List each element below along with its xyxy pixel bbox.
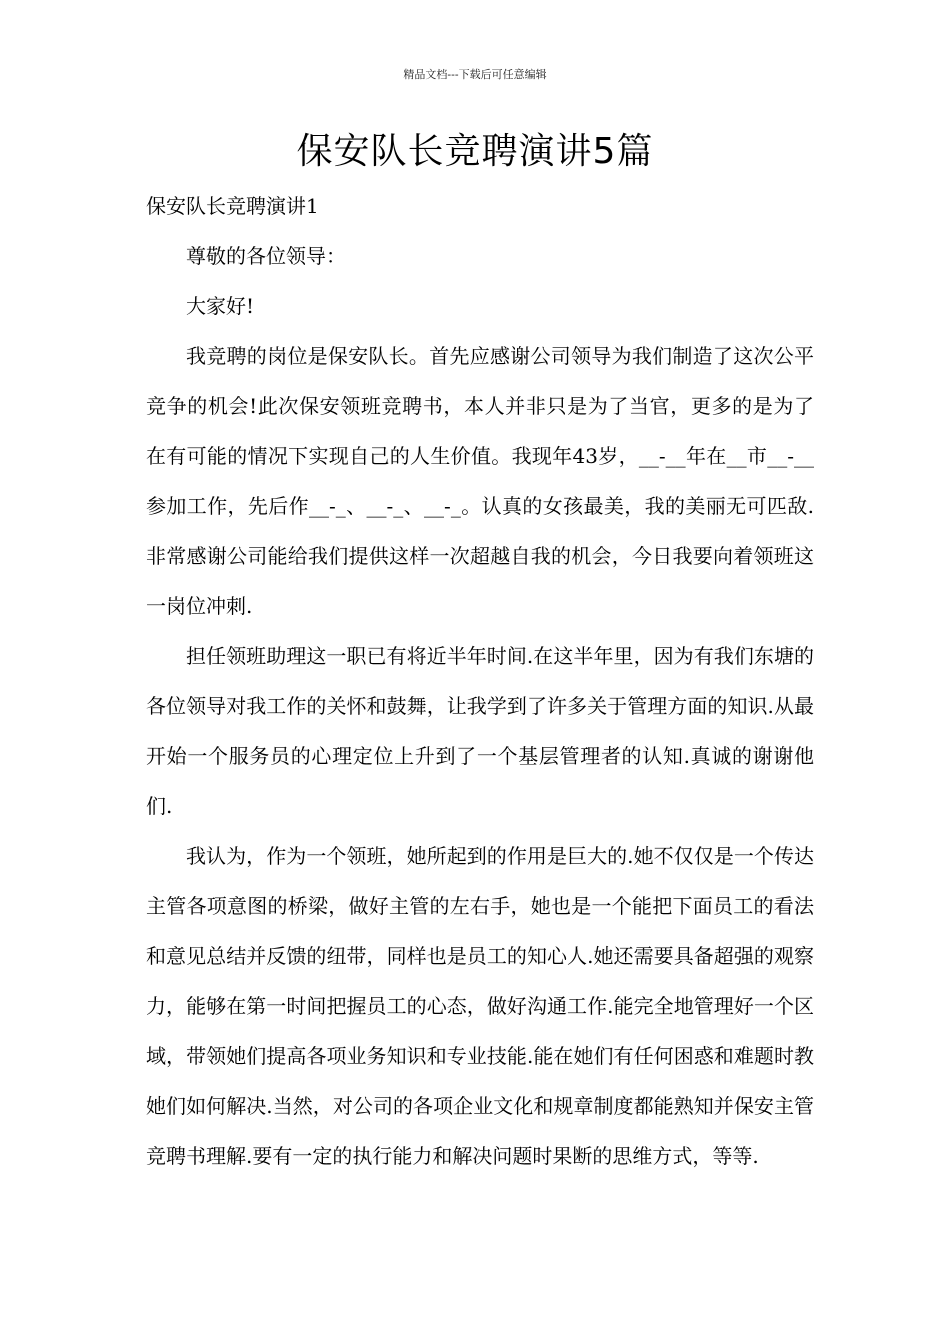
paragraph-intro: 我竞聘的岗位是保安队长。首先应感谢公司领导为我们制造了这次公平竞争的机会!此次保安领班竞聘书，本人并非只是为了当官，更多的是为了在有可能的情况下实现自己的人生价值。我现年43岁，__-__年在__市__-__参加工作，先后作__-_、__-_、__-_。认真的女孩最美，我的美丽无可匹敌.非常感谢公司能给我们提供这样一次超越自我的机会，今日我要向着领班这一岗位冲刺. [146, 344, 814, 618]
paragraph-greeting: 大家好! [186, 294, 255, 318]
header-note: 精品文档---下载后可任意编辑 [403, 68, 547, 81]
paragraph-salutation: 尊敬的各位领导： [186, 244, 346, 268]
paragraph-role-view: 我认为，作为一个领班，她所起到的作用是巨大的.她不仅仅是一个传达主管各项意图的桥梁，做好主管的左右手，她也是一个能把下面员工的看法和意见总结并反馈的纽带，同样也是员工的知心人.她还需要具备超强的观察力，能够在第一时间把握员工的心态，做好沟通工作.能完全地管理好一个区域，带领她们提高各项业务知识和专业技能.能在她们有任何困惑和难题时教她们如何解决.当然，对公司的各项企业文化和规章制度都能熟知并保安主管竞聘书理解.要有一定的执行能力和解决问题时果断的思维方式，等等. [146, 844, 814, 1168]
paragraph-experience: 担任领班助理这一职已有将近半年时间.在这半年里，因为有我们东塘的各位领导对我工作的关怀和鼓舞，让我学到了许多关于管理方面的知识.从最开始一个服务员的心理定位上升到了一个基层管理者的认知.真诚的谢谢他们. [146, 644, 814, 818]
section-subtitle: 保安队长竞聘演讲1 [146, 194, 319, 218]
document-title: 保安队长竞聘演讲5篇 [296, 131, 654, 172]
document-body [146, 181, 814, 1181]
